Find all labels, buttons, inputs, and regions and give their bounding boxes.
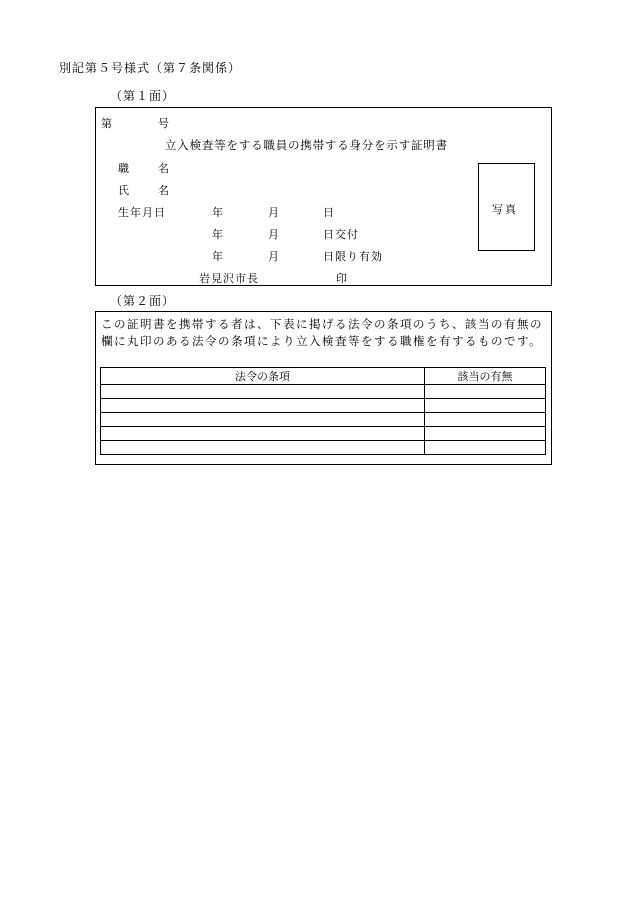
number-prefix: 第 [101,117,112,130]
table-cell [425,413,546,427]
label-birthdate: 生年月日 [118,206,166,219]
table-row [101,441,546,455]
date-month: 月 [268,206,279,219]
seal: 印 [336,272,347,285]
back-paragraph: この証明書を携帯する者は、下表に掲げる法令の条項のうち、該当の有無の欄に丸印のある法令の条項により立入検査等をする職権を有するものです。 [101,317,543,348]
table-cell [425,385,546,399]
valid-day: 日限り有効 [323,250,383,263]
table-cell [425,427,546,441]
table-header-row [101,368,546,385]
label-job-b: 名 [158,162,169,175]
header-applicable: 該当の有無 [425,368,546,385]
page2-label: （第２面） [110,294,176,308]
form-title: 別記第５号様式（第７条関係） [59,61,242,75]
date-year: 年 [212,206,223,219]
label-name-a: 氏 [118,184,129,197]
table-row [101,399,546,413]
table-row [101,413,546,427]
label-job-a: 職 [118,162,129,175]
photo-label: 写真 [492,203,518,216]
table-row [101,427,546,441]
table-cell [101,427,425,441]
valid-month: 月 [268,250,279,263]
table-row [101,385,546,399]
page1-label: （第１面） [110,89,176,103]
table-cell [101,385,425,399]
table-cell [425,399,546,413]
issue-month: 月 [268,228,279,241]
table-cell [101,413,425,427]
card-title: 立入検査等をする職員の携帯する身分を示す証明書 [165,138,448,152]
table-cell [101,399,425,413]
issuer: 岩見沢市長 [199,272,259,285]
table-cell [101,441,425,455]
label-name-b: 名 [158,184,169,197]
number-suffix: 号 [158,117,169,130]
law-table [100,367,546,455]
table-cell [425,441,546,455]
issue-day: 日交付 [323,228,359,241]
date-day: 日 [323,206,334,219]
valid-year: 年 [212,250,223,263]
issue-year: 年 [212,228,223,241]
header-law-clause: 法令の条項 [101,368,425,385]
